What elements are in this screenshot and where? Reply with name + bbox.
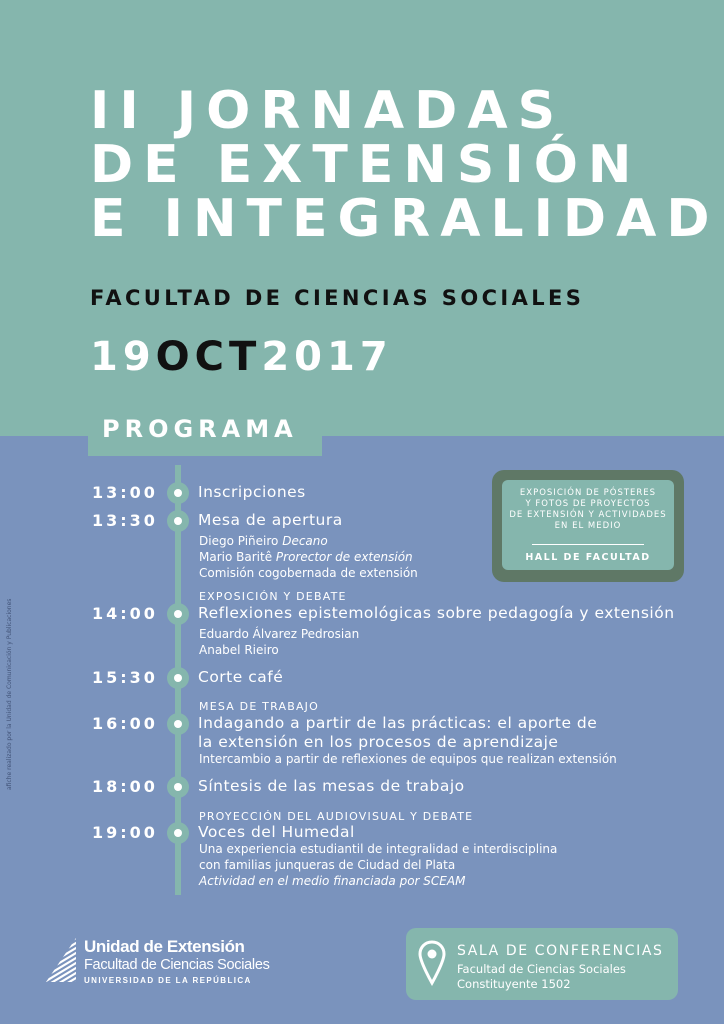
event-title: Reflexiones epistemológicas sobre pedagogía y extensión <box>198 604 675 622</box>
speaker-name: Comisión cogobernada de extensión <box>199 566 418 580</box>
event-category: EXPOSICIÓN Y DEBATE <box>199 590 347 603</box>
timeline-dot <box>167 822 189 844</box>
event-description: con familias junqueras de Ciudad del Plata <box>199 858 456 872</box>
logo-line-2: Facultad de Ciencias Sociales <box>84 957 270 973</box>
program-label <box>88 408 322 456</box>
striped-triangle-logo-icon <box>46 938 76 982</box>
timeline-dot <box>167 776 189 798</box>
header-panel <box>0 0 724 436</box>
event-description: Intercambio a partir de reflexiones de equipos que realizan extensión <box>199 752 617 766</box>
exposition-inner <box>502 480 674 570</box>
speaker-name: Diego Piñeiro <box>199 534 279 548</box>
speaker-role: Prorector de extensión <box>275 550 413 564</box>
event-note <box>199 874 465 890</box>
event-time: 13:00 <box>92 483 158 502</box>
title-line: DE EXTENSIÓN <box>90 135 642 195</box>
speaker-line <box>199 566 418 582</box>
exposition-line: Y FOTOS DE PROYECTOS <box>525 499 651 509</box>
title-line: E INTEGRALIDAD <box>90 189 720 249</box>
exposition-box <box>492 470 684 582</box>
event-category: PROYECCIÓN DEL AUDIOVISUAL Y DEBATE <box>199 810 474 823</box>
exposition-text <box>502 488 674 532</box>
event-time: 18:00 <box>92 777 158 796</box>
timeline-dot <box>167 713 189 735</box>
side-credit: afiche realizado por la Unidad de Comunicación y Publicaciones <box>6 598 13 790</box>
event-title: Corte café <box>198 668 284 686</box>
page-title <box>90 81 720 249</box>
program-label-text: PROGRAMA <box>102 415 298 443</box>
venue-line-1: Facultad de Ciencias Sociales <box>457 962 626 976</box>
event-title: Indagando a partir de las prácticas: el aporte de <box>198 714 598 732</box>
timeline-dot <box>167 667 189 689</box>
date-year: 2017 <box>261 334 393 380</box>
exposition-line: EXPOSICIÓN DE PÓSTERES <box>519 488 657 498</box>
location-pin-icon <box>418 940 446 986</box>
logo-line-1: Unidad de Extensión <box>84 937 245 956</box>
event-time: 14:00 <box>92 604 158 623</box>
date-day: 19 <box>90 334 156 380</box>
timeline-dot <box>167 510 189 532</box>
event-time: 15:30 <box>92 668 158 687</box>
timeline-dot <box>167 482 189 504</box>
event-title: Inscripciones <box>198 483 306 501</box>
speaker-role: Decano <box>282 534 328 548</box>
event-title: Mesa de apertura <box>198 511 343 529</box>
faculty-name: FACULTAD DE CIENCIAS SOCIALES <box>90 286 585 310</box>
event-time: 13:30 <box>92 511 158 530</box>
timeline-dot <box>167 603 189 625</box>
event-description: Una experiencia estudiantil de integralidad e interdisciplina <box>199 842 558 856</box>
venue-address: Constituyente 1502 <box>457 977 571 991</box>
speaker-line: Eduardo Álvarez Pedrosian <box>199 627 360 641</box>
venue-box <box>406 928 678 1000</box>
exposition-line: EN EL MEDIO <box>554 521 622 531</box>
event-title: Síntesis de las mesas de trabajo <box>198 777 465 795</box>
speaker-name: Mario Baritê <box>199 550 273 564</box>
event-time: 16:00 <box>92 714 158 733</box>
event-date <box>90 334 393 380</box>
event-category: MESA DE TRABAJO <box>199 700 319 713</box>
event-time: 19:00 <box>92 823 158 842</box>
exposition-location: HALL DE FACULTAD <box>525 552 651 563</box>
venue-name: SALA DE CONFERENCIAS <box>457 943 664 959</box>
logo-line-3: UNIVERSIDAD DE LA REPÚBLICA <box>84 976 252 985</box>
speaker-line <box>199 550 413 566</box>
title-line: II JORNADAS <box>90 81 566 141</box>
speaker-line <box>199 534 328 550</box>
exposition-line: DE EXTENSIÓN Y ACTIVIDADES <box>509 510 667 520</box>
event-note-text: Actividad en el medio financiada por SCEAM <box>199 874 466 888</box>
exposition-divider <box>532 544 644 545</box>
event-title: Voces del Humedal <box>198 823 355 841</box>
date-month: OCT <box>155 334 262 380</box>
event-title: la extensión en los procesos de aprendizaje <box>198 733 559 751</box>
speaker-line: Anabel Rieiro <box>199 643 279 657</box>
